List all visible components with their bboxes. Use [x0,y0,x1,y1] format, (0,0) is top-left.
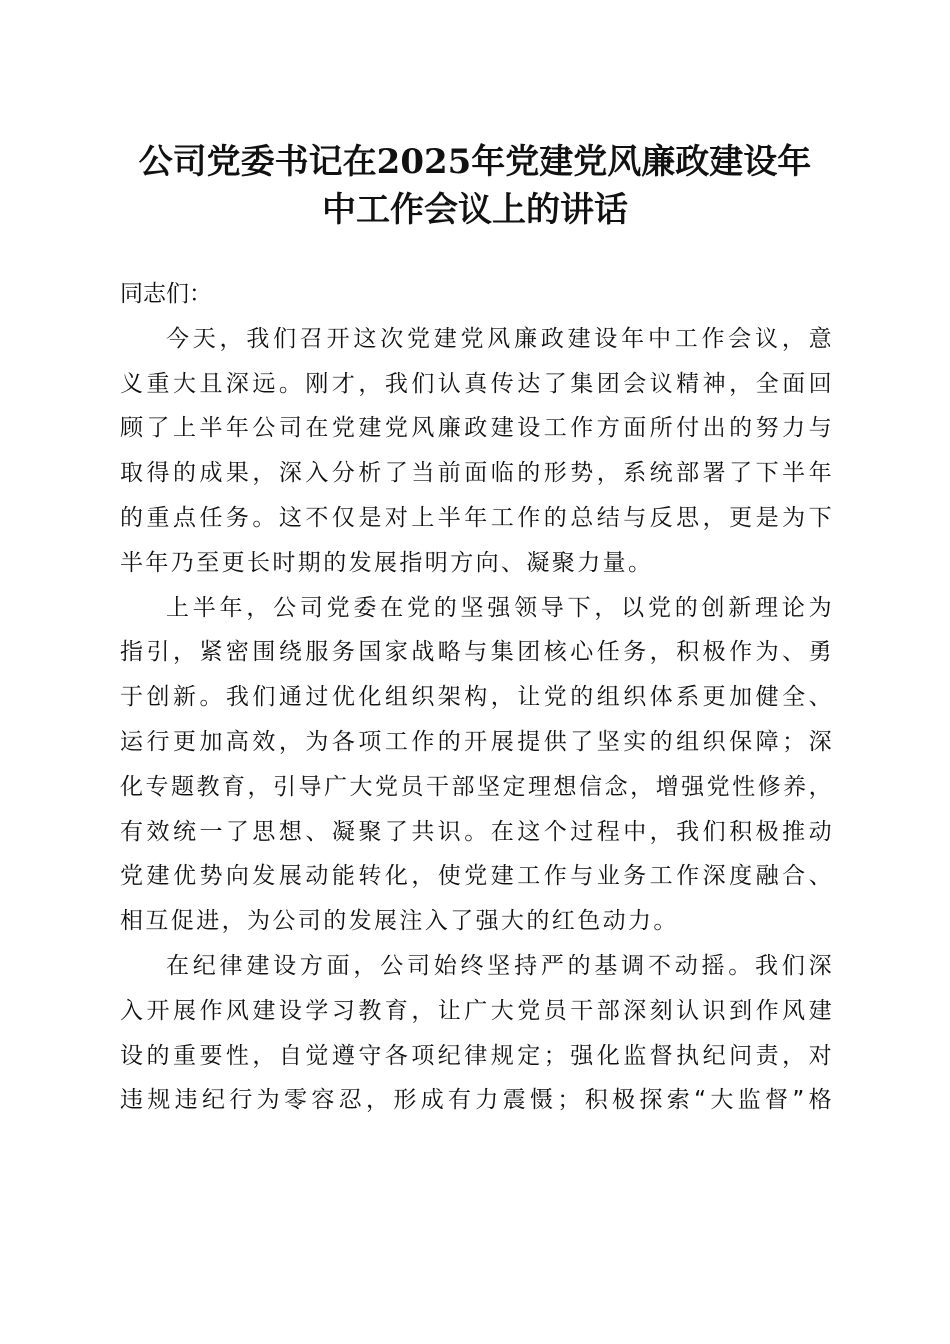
paragraph-line: 顾了上半年公司在党建党风廉政建设工作方面所付出的努力与 [120,415,834,442]
paragraph-line: 入开展作风建设学习教育，让广大党员干部深刻认识到作风建 [120,997,834,1024]
paragraph-1 [120,317,834,586]
paragraph-line: 的重点任务。这不仅是对上半年工作的总结与反思，更是为下 [120,504,834,531]
paragraph-2 [120,586,834,944]
paragraph-line: 上半年，公司党委在党的坚强领导下，以党的创新理论为 [166,594,834,621]
paragraph-line: 指引，紧密围绕服务国家战略与集团核心任务，积极作为、勇 [120,639,834,666]
paragraph-line: 取得的成果，深入分析了当前面临的形势，系统部署了下半年 [120,460,834,487]
paragraph-line: 于创新。我们通过优化组织架构，让党的组织体系更加健全、 [120,684,834,711]
document-title [100,138,850,234]
paragraph-line: 化专题教育，引导广大党员干部坚定理想信念，增强党性修养， [120,773,834,800]
title-line-2: 中工作会议上的讲话 [322,190,628,230]
paragraph-line: 半年乃至更长时期的发展指明方向、凝聚力量。 [120,549,654,576]
title-line-1: 公司党委书记在2025年党建党风廉政建设年 [138,142,812,182]
document-body [120,272,834,1123]
paragraph-3 [120,944,834,1123]
paragraph-line: 相互促进，为公司的发展注入了强大的红色动力。 [120,908,679,935]
paragraph-line: 设的重要性，自觉遵守各项纪律规定；强化监督执纪问责，对 [120,1042,834,1069]
paragraph-line: 违规违纪行为零容忍，形成有力震慑；积极探索“大监督”格 [120,1087,834,1114]
paragraph-line: 今天，我们召开这次党建党风廉政建设年中工作会议，意 [166,325,834,352]
paragraph-line: 运行更加高效，为各项工作的开展提供了坚实的组织保障；深 [120,728,834,755]
salutation: 同志们： [120,281,212,307]
paragraph-line: 在纪律建设方面，公司始终坚持严的基调不动摇。我们深 [166,952,834,979]
paragraph-line: 义重大且深远。刚才，我们认真传达了集团会议精神，全面回 [120,370,834,397]
paragraph-line: 有效统一了思想、凝聚了共识。在这个过程中，我们积极推动 [120,818,834,845]
paragraph-line: 党建优势向发展动能转化，使党建工作与业务工作深度融合、 [120,863,834,890]
